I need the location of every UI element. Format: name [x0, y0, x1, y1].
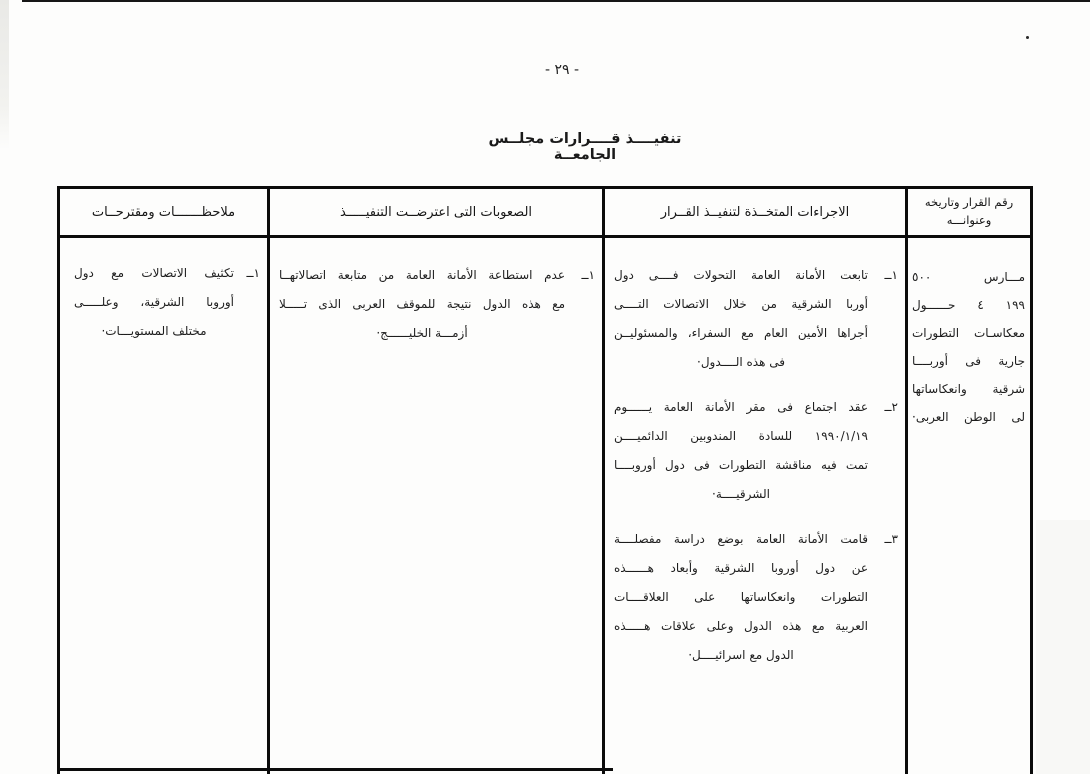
text-line: ١٩٩٠/١/١٩ للسادة المندوبين الدائميــــن [614, 429, 868, 443]
text-line: عدم استطاعة الأمانة العامة من متابعة اتصالاتهــا [279, 268, 565, 282]
text-line: ١٩٩ ٤ حــــــول [912, 298, 1025, 312]
cell-decision-number [905, 238, 1030, 774]
item-number: ١ــ [581, 268, 595, 282]
item-number: ٢ــ [884, 400, 898, 414]
cell-difficulties [267, 238, 602, 774]
text-line: تكثيف الاتصالات مع دول [74, 266, 234, 280]
text-line: لى الوطن العربى· [912, 410, 1025, 424]
column-header-notes-label: ملاحظـــــــات ومقترحــات [91, 204, 236, 220]
column-header-decision-number [905, 189, 1030, 235]
text-line: الشرقيــــة· [712, 487, 770, 501]
text-line: مع هذه الدول نتيجة للموقف العربى الذى تـــــلا [279, 297, 565, 311]
text-line: فى هذه الــــدول· [697, 355, 785, 369]
item-text [605, 525, 868, 670]
item-text [605, 261, 868, 377]
ink-speck [1026, 36, 1029, 39]
column-header-decision-line2: وعنوانـــه [946, 213, 992, 227]
resolutions-table [57, 186, 1033, 774]
table-bottom-border-fragment [57, 768, 613, 771]
list-item [605, 393, 905, 509]
text-line: شرقية وانعكاساتها [912, 382, 1025, 396]
text-line: العربية مع هذه الدول وعلى علاقات هـــــذه [614, 619, 868, 633]
list-item [270, 261, 602, 348]
item-number: ١ــ [246, 266, 260, 280]
list-item [60, 259, 267, 346]
text-line: مـــارس ٥٠٠ [912, 270, 1025, 284]
text-line: مختلف المستويـــات· [101, 324, 207, 338]
page-number: - ٢٩ - [544, 62, 580, 78]
text-line: معكاسـات التطورات [912, 326, 1025, 340]
text-line: أوروبا الشرقية، وعلـــــى [74, 295, 234, 309]
text-line: جارية فى أوربــــا [912, 354, 1025, 368]
list-item [605, 525, 905, 670]
item-number: ٣ــ [884, 532, 898, 546]
column-header-actions-label: الاجراءات المتخــذة لتنفيــذ القــرار [660, 204, 850, 220]
list-item [605, 261, 905, 377]
item-number: ١ــ [884, 268, 898, 282]
text-line: الدول مع اسرائيــــل· [688, 648, 794, 662]
text-line: تمت فيه مناقشة التطورات فى دول أوروبــــا [614, 458, 868, 472]
text-line: أجراها الأمين العام مع السفراء، والمسئوليــن [614, 326, 868, 340]
item-text [605, 393, 868, 509]
scan-corner-artifact [0, 0, 9, 150]
column-header-decision-line1: رقم القرار وتاريخه [924, 195, 1014, 210]
column-header-difficulties [267, 189, 602, 235]
text-line: قامت الأمانة العامة بوضع دراسة مفصلــــة [614, 532, 868, 546]
cell-actions-taken [602, 238, 905, 774]
cell-notes-proposals [60, 238, 267, 774]
table-header-row [60, 189, 1030, 238]
item-text [270, 261, 565, 348]
text-line: عن دول أوروبا الشرقية وأبعاد هــــــذه [614, 561, 868, 575]
text-line: أوربا الشرقية من خلال الاتصالات التــــى [614, 297, 868, 311]
page-title: تنفيــــذ قــــرارات مجلــس الجامعــة [488, 131, 682, 163]
column-header-notes [60, 189, 267, 235]
scan-shading [1036, 520, 1090, 774]
text-line: عقد اجتماع فى مقر الأمانة العامة يــــــوم [614, 400, 868, 414]
column-header-actions [602, 189, 905, 235]
column-header-difficulties-label: الصعوبات التى اعترضــت التنفيـــــذ [339, 204, 533, 220]
text-line: تابعت الأمانة العامة التحولات فــــى دول [614, 268, 868, 282]
scan-edge-line [22, 0, 1090, 2]
text-line: أزمـــة الخليــــــج· [376, 326, 468, 340]
text-line: التطورات وانعكاساتها على العلاقــــات [614, 590, 868, 604]
table-body-row [60, 238, 1030, 774]
item-text [60, 259, 234, 346]
